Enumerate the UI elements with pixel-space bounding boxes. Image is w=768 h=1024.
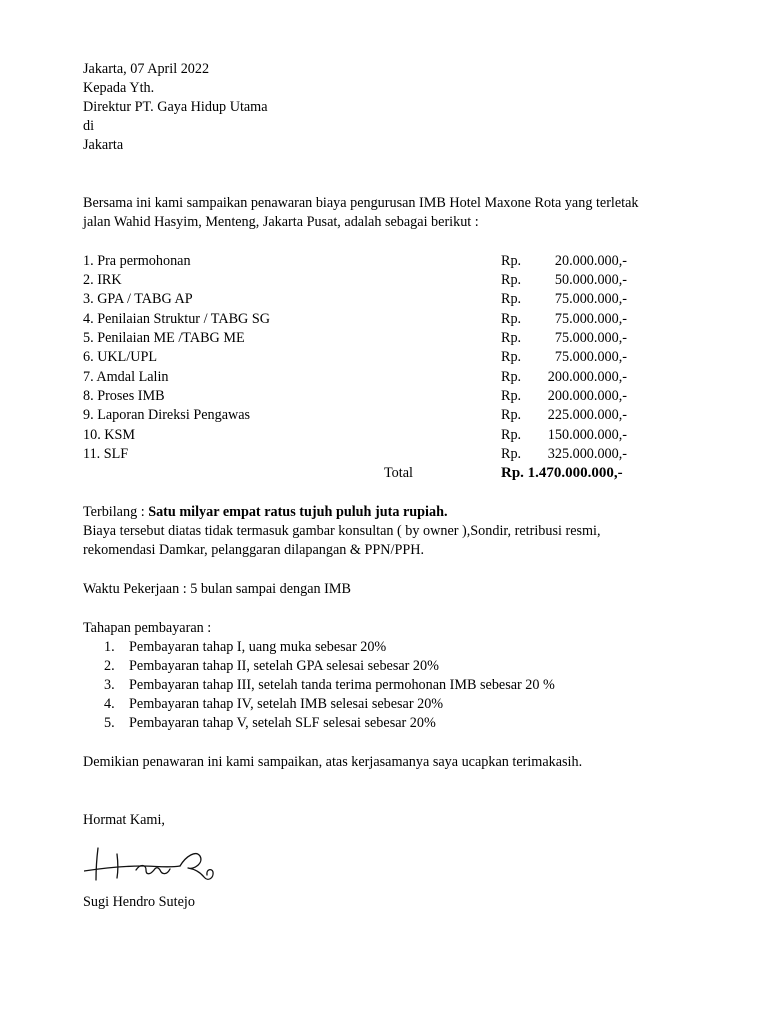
cost-label: 8. Proses IMB <box>83 388 165 404</box>
cost-row <box>83 368 643 387</box>
cost-row <box>83 348 643 367</box>
total-amount: Rp. 1.470.000.000,- <box>501 465 623 481</box>
closing-sentence: Demikian penawaran ini kami sampaikan, atas kerjasamanya saya ucapkan terimakasih. <box>83 754 583 770</box>
cost-amount: 20.000.000,- <box>554 253 627 269</box>
work-time: Waktu Pekerjaan : 5 bulan sampai dengan IMB <box>83 581 351 597</box>
cost-amount: 225.000.000,- <box>547 407 627 423</box>
cost-row <box>83 445 643 464</box>
cost-label: 2. IRK <box>83 272 122 288</box>
cost-label: 1. Pra permohonan <box>83 253 191 269</box>
cost-amount: 75.000.000,- <box>554 291 627 307</box>
payment-stage-number: 2. <box>104 658 115 674</box>
intro-line-2: jalan Wahid Hasyim, Menteng, Jakarta Pusat, adalah sebagai berikut : <box>83 214 479 230</box>
cost-currency: Rp. <box>501 311 522 327</box>
recipient: Direktur PT. Gaya Hidup Utama <box>83 99 268 115</box>
to-line: Kepada Yth. <box>83 80 155 96</box>
cost-amount: 50.000.000,- <box>554 272 627 288</box>
cost-currency: Rp. <box>501 369 522 385</box>
signature-stroke <box>96 848 98 880</box>
payment-stage-number: 4. <box>104 696 115 712</box>
terbilang <box>83 503 448 522</box>
cost-amount: 75.000.000,- <box>554 330 627 346</box>
cost-currency: Rp. <box>501 291 522 307</box>
payment-stage-number: 3. <box>104 677 115 693</box>
cost-row <box>83 406 643 425</box>
regards: Hormat Kami, <box>83 812 165 828</box>
signatory-name: Sugi Hendro Sutejo <box>83 894 195 910</box>
cost-row <box>83 426 643 445</box>
cost-currency: Rp. <box>501 253 522 269</box>
payment-stage-number: 5. <box>104 715 115 731</box>
cost-currency: Rp. <box>501 272 522 288</box>
exclusion-line-1: Biaya tersebut diatas tidak termasuk gambar konsultan ( by owner ),Sondir, retribusi resmi, <box>83 523 601 539</box>
cost-currency: Rp. <box>501 330 522 346</box>
cost-amount: 325.000.000,- <box>547 446 627 462</box>
payment-stage-text: Pembayaran tahap II, setelah GPA selesai sebesar 20% <box>129 658 439 674</box>
cost-label: 11. SLF <box>83 446 129 462</box>
total-label: Total <box>384 465 413 481</box>
cost-row <box>83 329 643 348</box>
cost-label: 5. Penilaian ME /TABG ME <box>83 330 245 346</box>
intro-line-1: Bersama ini kami sampaikan penawaran biaya pengurusan IMB Hotel Maxone Rota yang terletak <box>83 195 639 211</box>
cost-amount: 75.000.000,- <box>554 349 627 365</box>
cost-currency: Rp. <box>501 427 522 443</box>
cost-label: 6. UKL/UPL <box>83 349 158 365</box>
signature-stroke <box>84 866 180 871</box>
payment-stage-text: Pembayaran tahap V, setelah SLF selesai sebesar 20% <box>129 715 436 731</box>
cost-row <box>83 290 643 309</box>
cost-amount: 200.000.000,- <box>547 388 627 404</box>
signature-image <box>84 842 216 890</box>
payment-title: Tahapan pembayaran : <box>83 620 212 636</box>
cost-label: 10. KSM <box>83 427 136 443</box>
cost-label: 7. Amdal Lalin <box>83 369 169 385</box>
payment-stage-text: Pembayaran tahap I, uang muka sebesar 20% <box>129 639 387 655</box>
cost-currency: Rp. <box>501 407 522 423</box>
payment-stage-number: 1. <box>104 639 115 655</box>
cost-label: 9. Laporan Direksi Pengawas <box>83 407 251 423</box>
place-date: Jakarta, 07 April 2022 <box>83 61 210 77</box>
cost-currency: Rp. <box>501 446 522 462</box>
cost-amount: 75.000.000,- <box>554 311 627 327</box>
payment-stage-text: Pembayaran tahap III, setelah tanda terima permohonan IMB sebesar 20 % <box>129 677 555 693</box>
cost-row <box>83 271 643 290</box>
cost-row <box>83 310 643 329</box>
signature-stroke <box>117 854 118 878</box>
cost-row <box>83 387 643 406</box>
terbilang-prefix: Terbilang : <box>83 504 149 520</box>
cost-amount: 200.000.000,- <box>547 369 627 385</box>
cost-label: 4. Penilaian Struktur / TABG SG <box>83 311 270 327</box>
recipient-di: di <box>83 118 95 134</box>
cost-currency: Rp. <box>501 388 522 404</box>
cost-row <box>83 252 643 271</box>
exclusion-line-2: rekomendasi Damkar, pelanggaran dilapangan & PPN/PPH. <box>83 542 425 558</box>
recipient-city: Jakarta <box>83 137 124 153</box>
terbilang-value: Satu milyar empat ratus tujuh puluh juta rupiah. <box>148 504 448 520</box>
cost-amount: 150.000.000,- <box>547 427 627 443</box>
cost-currency: Rp. <box>501 349 522 365</box>
payment-stage-text: Pembayaran tahap IV, setelah IMB selesai sebesar 20% <box>129 696 444 712</box>
cost-label: 3. GPA / TABG AP <box>83 291 193 307</box>
signature-stroke <box>180 854 213 880</box>
